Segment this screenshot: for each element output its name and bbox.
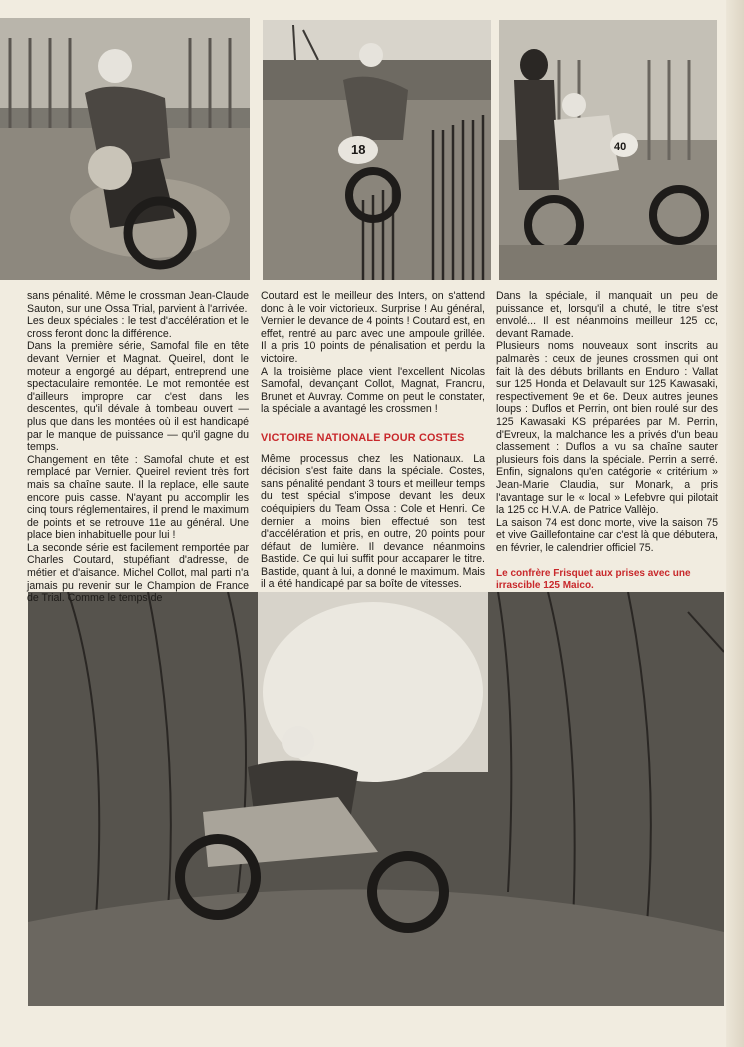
paragraph: A la troisième place vient l'excellent Nicolas Samofal, devançant Collot, Magnat, Francru, Brunet et Auvray. Comme on peut le constater, la spéciale a avantagé les crossmen ! — [261, 365, 485, 416]
photo-rider-fence — [263, 20, 491, 280]
paragraph: Dans la spéciale, il manquait un peu de puissance et, lorsqu'il a chuté, le titre s'est envolé... Il est néanmoins meilleur 125 cc, devant Ramade. — [496, 290, 718, 340]
paragraph: La saison 74 est donc morte, vive la saison 75 et vive Gaillefontaine car c'est là que débutera, en février, le calendrier officiel 75. — [496, 516, 718, 554]
paragraph: Les deux spéciales : le test d'accélération et le cross feront donc la différence. — [27, 315, 249, 340]
paragraph: Changement en tête : Samofal chute et est remplacé par Vernier. Queirel revient très fort mais sa chaîne saute. Il la replace, elle saute encore puis casse. N'ayant pu accomplir les cinq tours réglementaires, il prend le maximum de points et se retrouve 11e au général. Une place bien inhabituelle pour lui ! — [27, 453, 249, 542]
article-column-3 — [496, 290, 718, 592]
plate-number-18: 18 — [351, 142, 366, 157]
article-column-1 — [27, 290, 249, 605]
paragraph: La seconde série est facilement remportée par Charles Coutard, stupéfiant d'adresse, de métier et d'aisance. Michel Collot, mal parti n'a jamais pu revenir sur le Champion de France de Trial. Comme le temps de — [27, 541, 249, 605]
paragraph: sans pénalité. Même le crossman Jean-Claude Sauton, sur une Ossa Trial, parvient à l'arrivée. — [27, 290, 249, 315]
photo-caption: Le confrère Frisquet aux prises avec une irrascible 125 Maico. — [496, 568, 691, 592]
paragraph: Dans la première série, Samofal file en tête devant Vernier et Magnat. Queirel, dont le moteur a engorgé au départ, entreprend une spectaculaire remontée. Le mot remontée est d'ailleurs impropre car c'est dans les descentes, qu'il dévale à tombeau ouvert — plus que dans les montées où il est handicapé par le manque de puissance — qu'il gagne du temps. — [27, 340, 249, 454]
section-heading: VICTOIRE NATIONALE POUR COSTES — [261, 431, 465, 444]
photo-rider-woods — [28, 592, 724, 1006]
article-column-2 — [261, 290, 485, 591]
paragraph: Coutard est le meilleur des Inters, on s'attend donc à le voir victorieux. Surprise ! Au général, Vernier le devance de 4 points ! Coutard est, en effet, rentré au parc avec une ampoule grillée. Il a pris 10 points de pénalisation et perdu la victoire. — [261, 290, 485, 365]
paragraph: Même processus chez les Nationaux. La décision s'est faite dans la spéciale. Costes, sans pénalité pendant 3 tours et meilleur temps du test spécial s'impose devant les deux coéquipiers du Team Ossa : Cole et Henri. Ce dernier a moins bien effectué son test d'accélération et pris, en outre, 20 points pour défaut de lumière. Il devance néanmoins Bastide. Ce qui lui suffit pour accaparer le titre. Bastide, quant à lui, a donné le maximum. Mais il a été handicapé par sa boîte de vitesses. — [261, 452, 485, 591]
page-edge — [726, 0, 744, 1047]
photo-rider-jumping — [0, 18, 250, 280]
paragraph: Plusieurs noms nouveaux sont inscrits au palmarès : ceux de jeunes crossmen qui ont fait là des débuts brillants en Enduro : Vallat sur 125 Honda et Delavault sur 125 Kawasaki, respectivement 9e et 6e. Deux autres jeunes loups : Duflos et Perrin, ont bien roulé sur des 125 Kawasaki KS préparées par M. Perrin, d'Evreux, la malchance les a privés d'un beau classement : Duflos a vu sa chaîne sauter plusieurs fois dans la spéciale. Perrin a serré. Enfin, signalons qu'en catégorie « critérium » Jean-Marie Claudia, sur Monark, a pris l'avantage sur le « local » Lefebvre qui pilotait la 125 cc H.V.A. de Patrice Vallèjo. — [496, 340, 718, 517]
photo-rider-spectator — [499, 20, 717, 280]
plate-number-40: 40 — [614, 141, 627, 153]
